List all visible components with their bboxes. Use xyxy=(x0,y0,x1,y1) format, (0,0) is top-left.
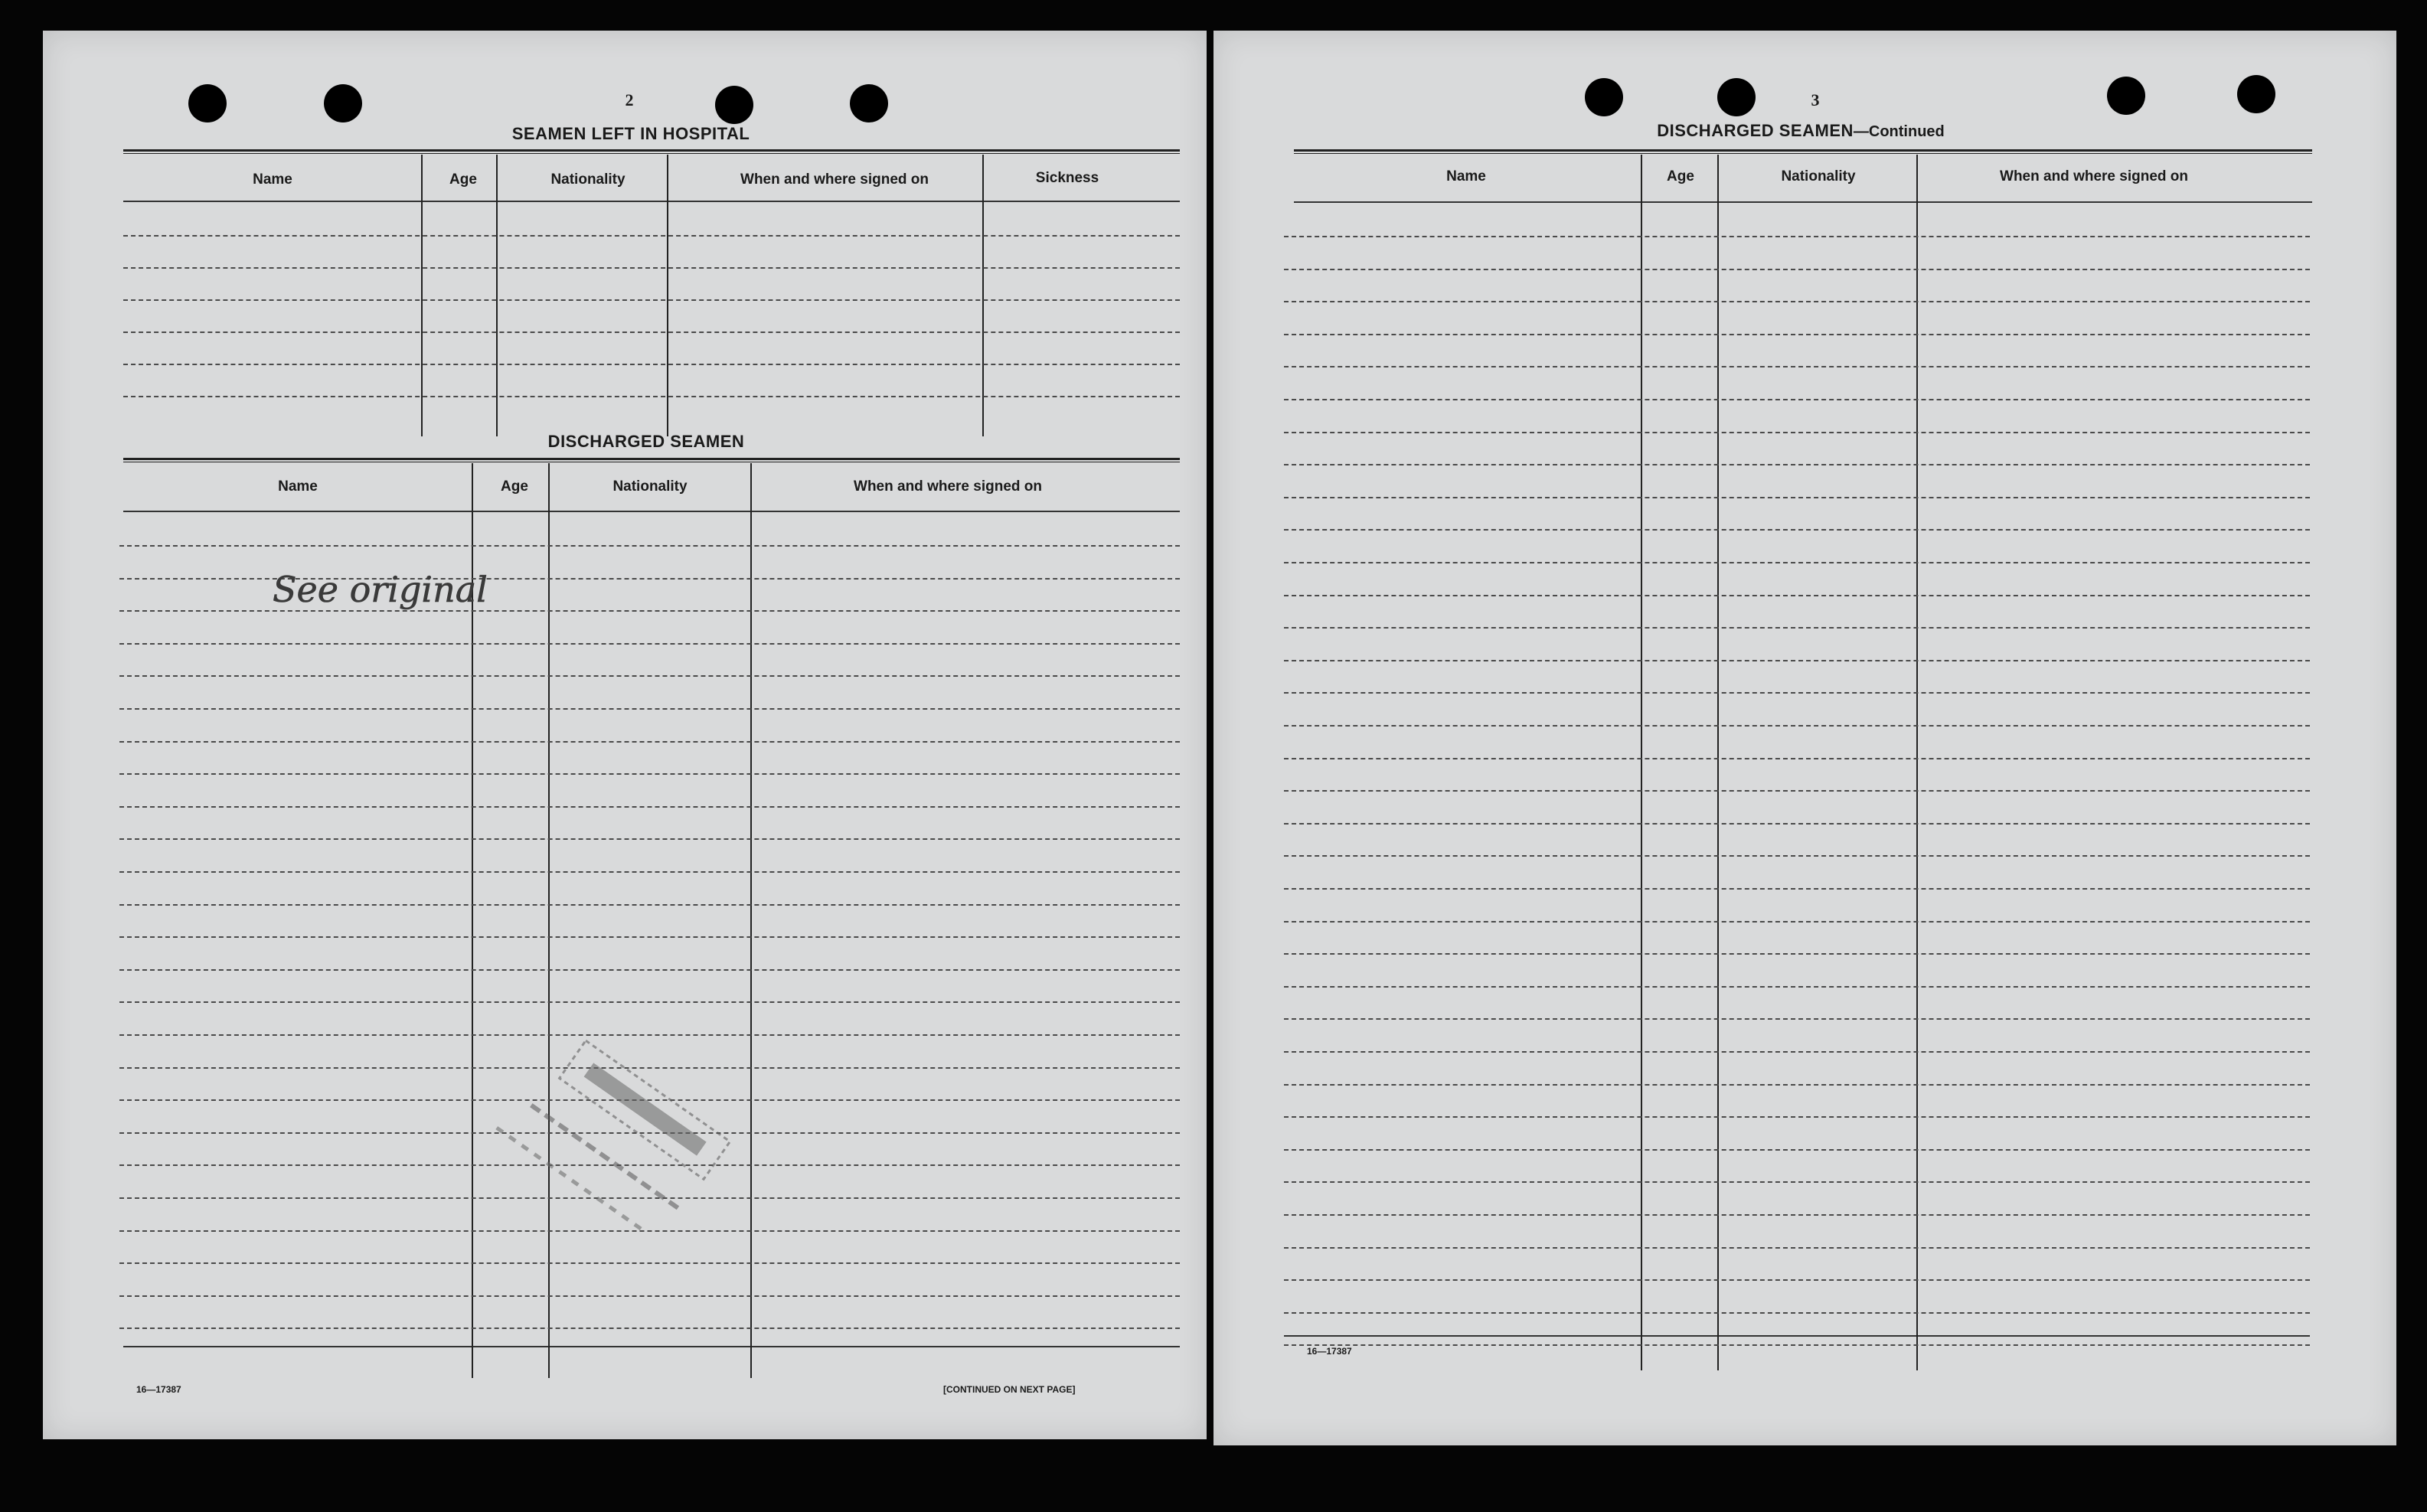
faint-stamp-impression xyxy=(472,1034,763,1279)
column-header-nationality: Nationality xyxy=(550,171,626,188)
row-line xyxy=(1284,790,2310,792)
row-line xyxy=(1284,1116,2310,1118)
column-header-nationality: Nationality xyxy=(1781,168,1856,185)
row-line xyxy=(119,969,1180,971)
header-rule xyxy=(123,201,1180,202)
column-divider xyxy=(421,155,423,436)
punch-hole xyxy=(188,84,227,122)
column-header-signed-on: When and where signed on xyxy=(854,478,1042,495)
header-rule xyxy=(123,511,1180,512)
row-line xyxy=(123,267,1180,269)
discharged-continued-title xyxy=(1657,121,1945,141)
column-header-signed-on: When and where signed on xyxy=(2000,168,2188,185)
row-line xyxy=(1284,1084,2310,1086)
row-line xyxy=(1284,953,2310,955)
row-line xyxy=(1284,692,2310,694)
left-form-page xyxy=(43,31,1207,1439)
row-line xyxy=(1284,1018,2310,1020)
row-line xyxy=(123,235,1180,237)
row-line xyxy=(1284,888,2310,890)
hospital-section-title: SEAMEN LEFT IN HOSPITAL xyxy=(511,124,750,143)
row-line xyxy=(119,871,1180,873)
punch-hole xyxy=(324,84,362,122)
column-header-name: Name xyxy=(253,171,292,188)
row-line xyxy=(123,331,1180,333)
title-double-rule xyxy=(1294,149,2312,154)
row-line xyxy=(1284,529,2310,531)
column-divider xyxy=(1916,155,1918,1370)
row-line xyxy=(1284,986,2310,988)
row-line xyxy=(123,364,1180,365)
row-line xyxy=(119,1001,1180,1003)
page-number: 3 xyxy=(1811,90,1820,109)
punch-hole xyxy=(715,86,753,124)
punch-hole xyxy=(850,84,888,122)
row-line xyxy=(119,741,1180,743)
form-number: 16—17387 xyxy=(136,1384,181,1395)
row-line xyxy=(1284,269,2310,270)
row-line xyxy=(1284,725,2310,727)
punch-hole xyxy=(1585,78,1623,116)
row-line xyxy=(119,643,1180,645)
column-divider xyxy=(667,155,668,436)
svg-text:See original: See original xyxy=(273,569,488,610)
row-line xyxy=(1284,660,2310,661)
row-line xyxy=(1284,399,2310,400)
column-divider xyxy=(1717,155,1719,1370)
handwritten-see-original xyxy=(227,548,594,640)
row-line xyxy=(1284,1312,2310,1314)
row-line xyxy=(119,936,1180,938)
column-divider xyxy=(982,155,984,436)
column-header-age: Age xyxy=(501,478,528,495)
row-line xyxy=(1284,1051,2310,1053)
page-number: 2 xyxy=(625,90,634,109)
title-text: DISCHARGED SEAMEN xyxy=(1657,121,1854,140)
row-line xyxy=(1284,1344,2310,1346)
punch-hole xyxy=(2107,77,2145,115)
column-header-nationality: Nationality xyxy=(612,478,688,495)
row-line xyxy=(1284,236,2310,237)
row-line xyxy=(119,708,1180,710)
form-number: 16—17387 xyxy=(1307,1346,1352,1357)
row-line xyxy=(123,396,1180,397)
row-line xyxy=(119,773,1180,775)
row-line xyxy=(1284,1214,2310,1216)
row-line xyxy=(119,545,1180,547)
column-header-name: Name xyxy=(278,478,318,495)
row-line xyxy=(1284,823,2310,825)
title-suffix: —Continued xyxy=(1853,123,1945,140)
punch-hole xyxy=(2237,75,2275,113)
row-line xyxy=(1284,497,2310,498)
row-line xyxy=(1284,627,2310,629)
column-header-signed-on: When and where signed on xyxy=(740,171,929,188)
row-line xyxy=(1284,1247,2310,1249)
column-header-sickness: Sickness xyxy=(1035,170,1099,186)
discharged-section-title: DISCHARGED SEAMEN xyxy=(547,432,745,451)
row-line xyxy=(1284,921,2310,923)
punch-hole xyxy=(1717,78,1756,116)
bottom-rule xyxy=(1284,1335,2310,1337)
title-double-rule xyxy=(123,149,1180,154)
row-line xyxy=(1284,1181,2310,1183)
row-line xyxy=(119,904,1180,906)
row-line xyxy=(1284,301,2310,302)
row-line xyxy=(1284,562,2310,563)
row-line xyxy=(1284,758,2310,759)
title-double-rule xyxy=(123,458,1180,462)
row-line xyxy=(1284,595,2310,596)
bottom-rule xyxy=(123,1346,1180,1347)
column-divider xyxy=(496,155,498,436)
row-line xyxy=(1284,432,2310,433)
row-line xyxy=(1284,464,2310,465)
row-line xyxy=(1284,855,2310,857)
column-header-age: Age xyxy=(449,171,477,188)
row-line xyxy=(123,299,1180,301)
right-form-page xyxy=(1214,31,2396,1445)
row-line xyxy=(119,806,1180,808)
row-line xyxy=(119,675,1180,677)
column-header-name: Name xyxy=(1446,168,1486,185)
column-header-age: Age xyxy=(1667,168,1694,185)
row-line xyxy=(1284,366,2310,367)
continued-note: [CONTINUED ON NEXT PAGE] xyxy=(943,1384,1076,1395)
row-line xyxy=(119,838,1180,840)
row-line xyxy=(119,1327,1180,1329)
column-divider xyxy=(1641,155,1642,1370)
row-line xyxy=(119,1295,1180,1297)
row-line xyxy=(1284,1279,2310,1281)
header-rule xyxy=(1294,201,2312,203)
row-line xyxy=(1284,1149,2310,1151)
row-line xyxy=(1284,334,2310,335)
